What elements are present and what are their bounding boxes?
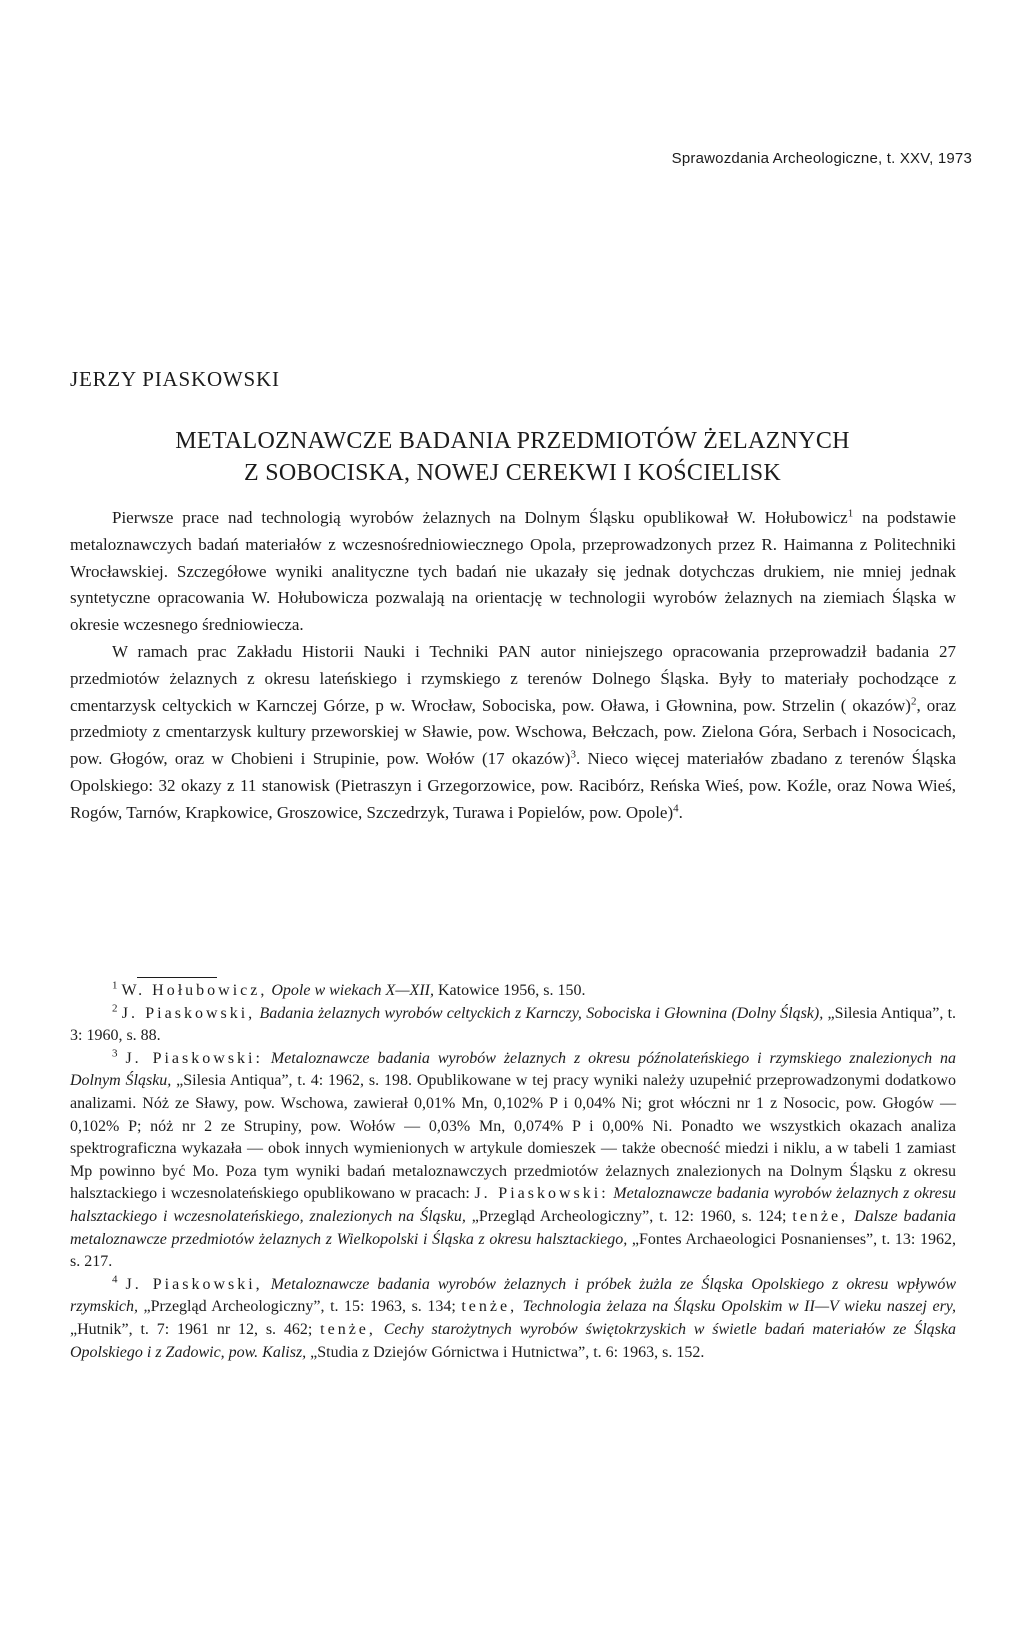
footnote-title: Badania żelaznych wyrobów celtyckich z Karnczy, Sobociska i Głownina (Dolny Śląsk),	[259, 1004, 824, 1022]
title-line-2: Z SOBOCISKA, NOWEJ CEREKWI I KOŚCIELISK	[243, 460, 782, 486]
footnote-title: Opole w wiekach X—XII,	[271, 982, 434, 999]
paragraph-text: . Nieco więcej materiałów zbadano z terenów Śląska Opolskiego: 32 okazy z 11 stanowisk (Pietraszyn i Grzegorzowice, pow. Racibórz, Reńska Wieś, pow. Koźle, oraz Nowa Wieś, Rogów, Tarnów, Krapkowice, Groszowice, Szczedrzyk, Turawa i Popielów, pow. Opole)	[70, 749, 956, 822]
footnote-number: 4	[112, 1273, 118, 1286]
footnote-text: „Hutnik”, t. 7: 1961 nr 12, s. 462;	[70, 1320, 321, 1338]
footnote-tenze: tenże,	[461, 1298, 518, 1316]
footnotes	[70, 980, 956, 1364]
article-author: JERZY PIASKOWSKI	[70, 367, 280, 391]
footnote-title: Metaloznawcze badania wyrobów żelaznych i próbek żużla ze Śląska Opolskiego z okresu wpływów rzymskich,	[70, 1275, 957, 1316]
footnote-ref[interactable]: 2	[910, 694, 917, 707]
footnote-author: W. Hołubowicz,	[121, 982, 268, 999]
footnote-4	[70, 1274, 956, 1364]
footnote-3	[70, 1048, 956, 1274]
footnote-tenze: tenże,	[320, 1320, 376, 1338]
article-body	[70, 505, 956, 827]
footnote-text: „Fontes Archaeologici Posnanienses”, t. 13: 1962, s. 217.	[70, 1230, 956, 1271]
footnote-author: J. Piaskowski,	[121, 1004, 256, 1022]
paragraph-text: na podstawie metaloznawczych badań materiałów z wczesnośredniowiecznego Opola, przeprowadzonych przez R. Haimanna z Politechniki Wrocławskiej. Szczegółowe wyniki analityczne tych badań nie ukazały się jednak dotychczas drukiem, nie mniej jednak syntetyczne opracowania W. Hołubowicza pozwalają na orientację w technologii wyrobów żelaznych na ziemiach Śląska w okresie wczesnego średniowiecza.	[70, 508, 956, 635]
footnote-1	[70, 980, 956, 1003]
footnote-ref[interactable]: 4	[673, 802, 679, 815]
footnote-ref[interactable]: 3	[570, 748, 576, 761]
footnote-title: Metaloznawcze badania wyrobów żelaznych z okresu halsztackiego i wczesnolateńskiego, znalezionych na Śląsku,	[70, 1185, 957, 1225]
footnote-number: 1	[112, 979, 118, 992]
footnote-number: 3	[112, 1047, 118, 1060]
footnote-title: Technologia żelaza na Śląsku Opolskim w II—V wieku naszej ery,	[522, 1298, 957, 1316]
footnote-title: Metaloznawcze badania wyrobów żelaznych z okresu późnolateńskiego i rzymskiego znalezionych na Dolnym Śląsku,	[70, 1049, 957, 1090]
footnote-text: „Przegląd Archeologiczny”, t. 12: 1960, s. 124;	[465, 1207, 793, 1225]
paragraph-text: .	[678, 802, 683, 822]
paragraph-2	[70, 639, 956, 827]
journal-header: Sprawozdania Archeologiczne, t. XXV, 1973	[671, 150, 972, 167]
footnote-title: Dalsze badania metaloznawcze przedmiotów żelaznych z Wielkopolski i Śląska z okresu halsztackiego,	[70, 1207, 956, 1248]
footnote-text: „Silesia Antiqua”, t. 4: 1962, s. 198. Opublikowane w tej pracy wyniki należy uzupełnić przeprowadzonymi dodatkowo analizami. Nóż ze Sławy, pow. Wschowa, zawierał 0,01% Mn, 0,102% P i 0,04% Ni; grot włóczni nr 1 z Nosocic, pow. Głogów — 0,102% P; nóż nr 2 ze Strupiny, pow. Wołów — 0,03% Mn, 0,074% P i 0,00% Ni. Ponadto we wszystkich okazach analiza spektrograficzna wykazała — obok innych wymienionych w artykule domieszek — także obecność miedzi i niklu, a w tabeli 1 zamiast Mp powinno być Mo. Poza tym wyniki badań metaloznawczych przedmiotów żelaznych znalezionych na Dolnym Śląsku z okresu halsztackiego i wczesnolateńskiego opublikowano w pracach:	[70, 1072, 956, 1203]
title-line-1: METALOZNAWCZE BADANIA PRZEDMIOTÓW ŻELAZNYCH	[175, 428, 850, 454]
paragraph-text: W ramach prac Zakładu Historii Nauki i Techniki PAN autor niniejszego opracowania przeprowadził badania 27 przedmiotów żelaznych z okresu lateńskiego i rzymskiego z terenów Dolnego Śląska. Były to materiały pochodzące z cmentarzysk celtyckich w Karnczej Górze, p w. Wrocław, Sobociska, pow. Oława, i Głownina, pow. Strzelin ( okazów)	[70, 641, 956, 715]
footnote-title: Cechy starożytnych wyrobów świętokrzyskich w świetle badań materiałów ze Śląska Opolskiego i z Zadowic, pow. Kalisz,	[70, 1320, 957, 1361]
footnote-number: 2	[112, 1002, 118, 1015]
footnote-divider	[137, 977, 217, 978]
footnote-ref[interactable]: 1	[847, 507, 854, 520]
paragraph-1	[70, 505, 956, 639]
footnote-text: „Przegląd Archeologiczny”, t. 15: 1963, s. 134;	[137, 1298, 462, 1316]
footnote-text: „Studia z Dziejów Górnictwa i Hutnictwa”, t. 6: 1963, s. 152.	[306, 1343, 705, 1361]
footnote-author: J. Piaskowski:	[125, 1049, 263, 1067]
footnote-text: „Silesia Antiqua”, t. 3: 1960, s. 88.	[70, 1004, 957, 1045]
footnote-author: J. Piaskowski:	[474, 1185, 609, 1203]
footnote-2	[70, 1003, 956, 1048]
footnote-tenze: tenże,	[792, 1207, 849, 1225]
paragraph-text: Pierwsze prace nad technologią wyrobów żelaznych na Dolnym Śląsku opublikował W. Hołubowicz	[112, 508, 848, 527]
article-title	[70, 425, 955, 489]
footnote-author: J. Piaskowski,	[125, 1275, 263, 1293]
paragraph-text: , oraz przedmioty z cmentarzysk kultury przeworskiej w Sławie, pow. Wschowa, Bełczach, pow. Zielona Góra, Serbach i Nosocicach, pow. Głogów, oraz w Chobieni i Strupinie, pow. Wołów (17 okazów)	[70, 695, 956, 769]
footnote-text: Katowice 1956, s. 150.	[433, 982, 586, 999]
